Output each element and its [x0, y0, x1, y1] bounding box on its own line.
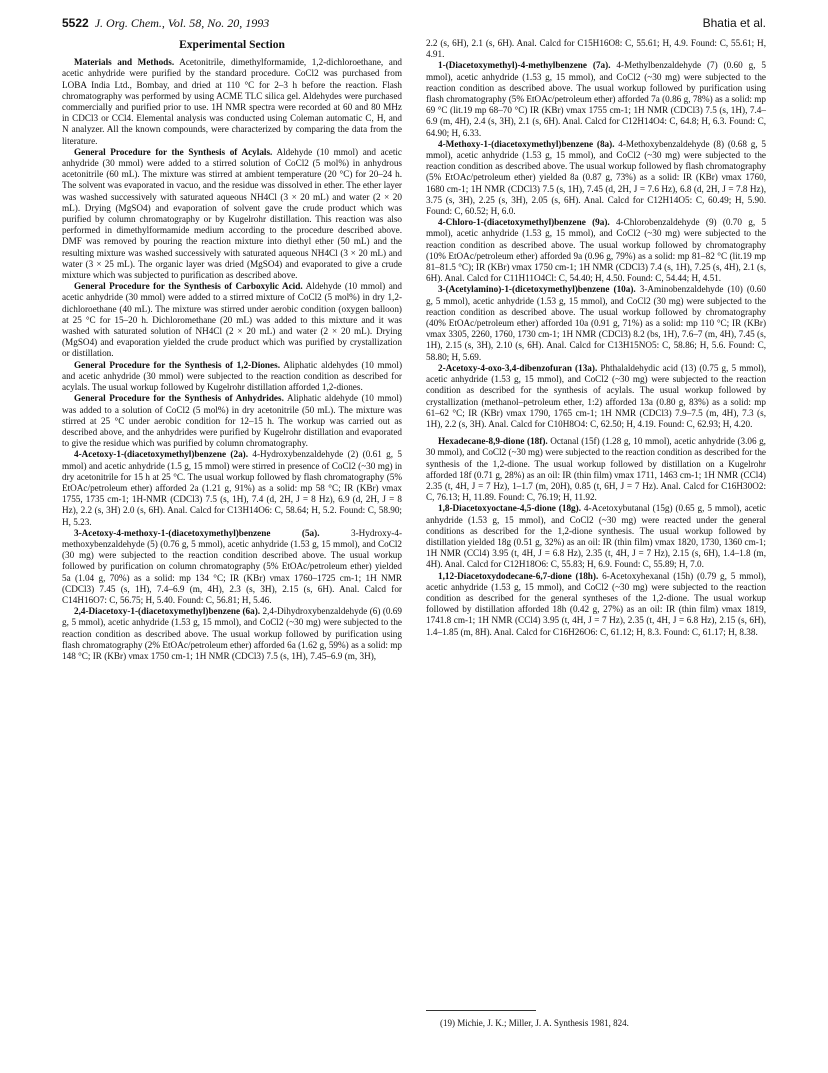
paragraph	[62, 449, 402, 527]
paragraph-body: 6-Acetoxyhexanal (15h) (0.79 g, 5 mmol), acetic anhydride (1.53 g, 15 mmol), and CoCl2 (~30 mg) were subjected to the reaction condition as described for the general syntheses of the 1,2-dione. The usual workup followed by distillation afforded 18h (0.42 g, 27%) as an oil: IR (thin film) νmax 1819, 1741.8 cm-1; 1H NMR (CCl4) 3.95 (t, 4H, J = 7 Hz), 2.35 (t, 4H, J = 6.8 Hz), 2.15 (s, 6H), 1.4–1.85 (m, 8H). Anal. Calcd for C16H26O6: C, 61.12; H, 8.3. Found: C, 61.17; H, 8.38.	[426, 570, 766, 637]
paragraph-heading: Hexadecane-8,9-dione (18f).	[438, 436, 548, 447]
paragraph-body: 2,4-Dihydroxybenzaldehyde (6) (0.69 g, 5 mmol), acetic anhydride (1.53 g, 15 mmol), and CoCl2 (~30 mg) were subjected to the reaction condition as described above. The usual workup followed by purification using flash chromatography (2% EtOAc/petroleum ether) afforded 6a (1.62 g, 59%) as a solid: mp 148 °C; IR (KBr) νmax 1750 cm-1; 1H NMR (CDCl3) 7.5 (s, 1H), 7.45–6.9 (m, 3H),	[62, 606, 402, 661]
paragraph-body: 3-Aminobenzaldehyde (10) (0.60 g, 5 mmol), acetic anhydride (1.53 g, 15 mmol), and CoCl2 (30 mg) were subjected to the reaction condition as described above. The usual workup followed by chromatography (40% EtOAc/petroleum ether) afforded 10a (0.91 g, 71%) as a solid: mp 110 °C; IR (KBr) νmax 3305, 2260, 1760, 1730 cm-1; 1H NMR (CDCl3) 8.2 (bs, 1H), 7.6–7 (m, 4H), 7.45 (s, 1H), 2.15 (s, 3H), 2.10 (s, 6H). Anal. Calcd for C13H15NO5: C, 58.86; H, 5.6. Found: C, 58.80; H, 5.69.	[426, 284, 766, 362]
paragraph	[426, 60, 766, 138]
paragraph-body: Phthalaldehydic acid (13) (0.75 g, 5 mmol), acetic anhydride (1.53 g, 15 mmol), and CoCl2 (~30 mg) were subjected to the reaction condition as described for the synthesis of acylals. The usual workup followed by crystallization (methanol–petroleum ether, 1:2) afforded 13a (0.80 g, 83%) as a solid: mp 61–62 °C; IR (KBr) νmax 1790, 1765 cm-1; 1H NMR (CDCl3) 7.9–7.5 (m, 4H), 7.3 (s, 1H), 2.2 (s, 3H). Anal. Calcd for C10H8O4: C, 62.50; H, 4.19. Found: C, 62.93; H, 4.20.	[426, 362, 766, 429]
paragraph-body: 4-Chlorobenzaldehyde (9) (0.70 g, 5 mmol), acetic anhydride (1.53 g, 15 mmol), and CoCl2 (~30 mg) were subjected to the reaction condition as described above. The usual workup followed by chromatography (10% EtOAc/petroleum ether) afforded 9a (0.96 g, 79%) as a solid: mp 81–82 °C (lit.19 mp 81–81.5 °C); IR (KBr) νmax 1750 cm-1; 1H NMR (CDCl3) 7.4 (s, 1H), 7.25 (s, 4H), 2.1 (s, 6H). Anal. Calcd for C11H11O4Cl: C, 54.40; H, 4.50. Found: C, 54.44; H, 4.51.	[426, 217, 766, 284]
paragraph-body: 3-Hydroxy-4-methoxybenzaldehyde (5) (0.76 g, 5 mmol), acetic anhydride (1.53 g, 15 mmol), and CoCl2 (30 mg) were subjected to the reaction condition described above. The usual workup followed by purification on column chromatography (5% EtOAc/petroleum ether) yielded 5a (1.04 g, 70%) as a solid: mp 134 °C; IR (KBr) νmax 1760–1725 cm-1; 1H NMR (CDCl3) 7.45 (s, 1H), 7.4–6.9 (m, 4H), 2.3 (s, 3H), 2.15 (s, 6H). Anal. Calcd for C14H16O7: C, 56.75; H, 5.40. Found: C, 56.81; H, 5.46.	[62, 527, 402, 605]
paragraph	[62, 360, 402, 394]
paragraph-body: 4-Methylbenzaldehyde (7) (0.60 g, 5 mmol), acetic anhydride (1.53 g, 15 mmol), and CoCl2 (~30 mg) were subjected to the reaction condition as described above. The usual workup followed by purification using flash chromatography (5% EtOAc/petroleum ether) afforded 7a (0.86 g, 78%) as a solid: mp 69 °C (lit.19 mp 68–70 °C) IR (KBr) νmax 1755 cm-1; 1H NMR (CDCl3) 7.5 (s, 1H), 7.4–6.9 (m, 4H), 2.4 (s, 3H), 2.1 (s, 6H). Anal. Calcd for C12H14O4: C, 64.8; H, 6.3. Found: C, 64.90; H, 6.33.	[426, 60, 766, 138]
paragraph	[62, 57, 402, 147]
paragraph-heading: 3-Acetoxy-4-methoxy-1-(diacetoxymethyl)benzene (5a).	[74, 527, 320, 538]
paragraph-body: 4-Methoxybenzaldehyde (8) (0.68 g, 5 mmol), acetic anhydride (1.53 g, 15 mmol), and CoCl2 (~30 mg) were subjected to the reaction condition as described above. The usual workup followed by flash chromatography (5% EtOAc/petroleum ether) yielded 8a (0.87 g, 73%) as a solid: IR (KBr) νmax 1760, 1680 cm-1; 1H NMR (CDCl3) 7.5 (s, 1H), 7.45 (d, 2H, J = 7.6 Hz), 6.8 (d, 2H, J = 7.8 Hz), 3.75 (s, 3H), 2.25 (s, 3H), 2.05 (s, 6H). Anal. Calcd for C12H14O5: C, 60.49; H, 5.90. Found: C, 60.52; H, 6.0.	[426, 138, 766, 217]
paragraph-body: 4-Acetoxybutanal (15g) (0.65 g, 5 mmol), acetic anhydride (1.53 g, 15 mmol), and CoCl2 (~30 mg) were reacted under the general conditions as described for the 1,2-dione synthesis. The usual workup followed by distillation yielded 18g (0.51 g, 32%) as an oil: IR (thin film) νmax 1820, 1730, 1360 cm-1; 1H NMR (CCl4) 3.95 (t, 4H, J = 6.8 Hz), 2.35 (t, 4H, J = 7 Hz), 2.15 (s, 6H), 1.4–1.8 (m, 4H). Anal. Calcd for C12H18O6: C, 55.83; H, 6.9. Found: C, 55.89; H, 7.0.	[426, 503, 766, 570]
paragraph	[426, 38, 766, 60]
paragraph-body: Aliphatic aldehydes (10 mmol) and acetic anhydride (30 mmol) were subjected to the reaction condition as described for acylals. The usual workup followed by Kugelrohr distillation afforded 1,2-diones.	[62, 359, 403, 393]
paragraph	[426, 436, 766, 503]
paragraph-heading: 2-Acetoxy-4-oxo-3,4-dibenzofuran (13a).	[438, 362, 598, 373]
paragraph-heading: 2,4-Diacetoxy-1-(diacetoxymethyl)benzene (6a).	[74, 606, 261, 617]
header-authors: Bhatia et al.	[702, 16, 766, 30]
running-header	[62, 16, 766, 36]
paragraph-heading: Materials and Methods.	[74, 57, 175, 68]
paragraph	[426, 571, 766, 638]
paragraph	[62, 528, 402, 606]
paragraph-body: Aldehyde (10 mmol) and acetic anhydride (30 mmol) were added to a stirred mixture of CoCl2 (5 mol%) in dry 1,2-dichloroethane (40 mL). The mixture was stirred under aerobic condition (oxygen balloon) at 25 °C for 15–20 h. Dichloromethane (20 mL) was added to this mixture and it was washed with saturated solution of NH4Cl (2 × 20 mL) and water (2 × 20 mL). Drying (MgSO4) and evaporation yielded the crude product which was purified by crystallization or distillation.	[62, 281, 402, 359]
paragraph-heading: General Procedure for the Synthesis of Anhydrides.	[74, 393, 284, 404]
left-column	[62, 38, 402, 662]
footnote: (19) Michie, J. K.; Miller, J. A. Synthesis 1981, 824.	[440, 1018, 629, 1028]
right-column	[426, 38, 766, 638]
paragraph-heading: 1,12-Diacetoxydodecane-6,7-dione (18h).	[438, 570, 599, 581]
paragraph-heading: 4-Acetoxy-1-(diacetoxymethyl)benzene (2a).	[74, 449, 249, 460]
paragraph-heading: 1,8-Diacetoxyoctane-4,5-dione (18g).	[438, 503, 581, 514]
paragraph-heading: General Procedure for the Synthesis of Carboxylic Acid.	[74, 281, 303, 292]
footnote-rule	[426, 1010, 536, 1011]
paragraph	[426, 284, 766, 362]
header-left	[62, 16, 269, 31]
page-number: 5522	[62, 16, 89, 30]
paragraph-body: Aliphatic aldehyde (10 mmol) was added to a solution of CoCl2 (5 mol%) in dry acetonitrile (50 mL). The mixture was stirred at 25 °C under aerobic condition for 12–15 h. The workup was carried out as described above, and the anhydrides were purified by Kugelrohr distillation and evaporated to give the residue which was purified by column chromatography.	[62, 393, 402, 449]
paragraph-heading: 1-(Diacetoxymethyl)-4-methylbenzene (7a).	[438, 60, 611, 71]
paragraph-body: Acetonitrile, dimethylformamide, 1,2-dichloroethane, and acetic anhydride were purified by the standard procedure. CoCl2 was purchased from LOBA India Ltd., Bombay, and dried at 110 °C for 2–3 h before the reaction. Flash chromatography was performed by using ACME TLC silica gel. Aldehydes were purchased commercially and purified prior to use. 1H NMR spectra were recorded at 60 and 80 MHz in CDCl3 or CCl4. Elemental analysis was conducted using Coleman automatic C, H, and N analyzer. All the known compounds, were characterized by comparing the data from the literature.	[62, 57, 403, 146]
paragraph	[426, 363, 766, 430]
journal-citation: J. Org. Chem., Vol. 58, No. 20, 1993	[94, 16, 270, 30]
paragraph	[62, 393, 402, 449]
paragraph-body: Aldehyde (10 mmol) and acetic anhydride (30 mmol) were added to a stirred solution of CoCl2 (5 mol%) in anhydrous acetonitrile (60 mL). The mixture was stirred at ambient temperature (20 °C) for 20–24 h. The solvent was evaporated in vacuo, and the residue was dissolved in ether. The ether layer was washed successively with saturated aqueous NH4Cl (3 × 20 mL) and water (2 × 20 mL). Drying (MgSO4) and evaporation of solvent gave the crude product which was purified by column chromatography or by Kugelrohr distillation. This reaction was also performed in dimethylformamide medium according to the procedure described above. DMF was removed by pouring the reaction mixture into diethyl ether (50 mL) and the resulting mixture was washed successively with saturated aqueous NH4Cl (3 × 20 mL) and water (3 × 25 mL). The organic layer was dried (MgSO4) and evaporated to give a crude mixture which was subjected to purification as described above.	[62, 146, 403, 281]
section-title: Experimental Section	[179, 39, 285, 51]
paragraph	[426, 503, 766, 570]
paragraph-heading: 3-(Acetylamino)-1-(dicetoxymethyl)benzene (10a).	[438, 284, 636, 295]
paragraph-body: Octanal (15f) (1.28 g, 10 mmol), acetic anhydride (3.06 g, 30 mmol), and CoCl2 (~30 mg) were subjected to the reaction condition as described for the synthesis of the 1,2-dione. The usual workup followed by distillation on a Kugelrohr afforded 18f (0.71 g, 28%) as an oil: IR (thin film) νmax 1711, 1463 cm-1; 1H NMR (CCl4) 2.35 (t, 4H, J = 7 Hz), 1–1.7 (m, 20H), 0.85 (t, 6H, J = 7 Hz). Anal. Calcd for C16H30O2: C, 76.13; H, 11.89. Found: C, 76.19; H, 11.92.	[426, 436, 766, 503]
paragraph-heading: General Procedure for the Synthesis of 1,2-Diones.	[74, 359, 280, 370]
paragraph-body: 4-Hydroxybenzaldehyde (2) (0.61 g, 5 mmol) and acetic anhydride (1.5 g, 15 mmol) were stirred in presence of CoCl2 (~30 mg) in dry acetonitrile for 15 h at 25 °C. The usual workup followed by flash chromatography (5% EtOAc/petroleum ether) afforded 2a (1.21 g, 91%) as a solid: mp 58 °C; IR (KBr) νmax 1755, 1735 cm-1; 1H-NMR (CDCl3) 7.5 (s, 1H), 7.4 (d, 2H, J = 8 Hz), 6.9 (d, 2H, J = 8 Hz), 2.2 (s, 3H) 2.0 (s, 6H). Anal. Calcd for C13H14O6: C, 58.64; H, 5.2. Found: C, 58.90; H, 5.23.	[62, 449, 402, 527]
paragraph	[426, 217, 766, 284]
paragraph-heading: General Procedure for the Synthesis of Acylals.	[74, 146, 273, 157]
paragraph-body: 2.2 (s, 6H), 2.1 (s, 6H). Anal. Calcd for C15H16O8: C, 55.61; H, 4.9. Found: C, 55.61; H, 4.91.	[426, 38, 766, 60]
paragraph-heading: 4-Methoxy-1-(diacetoxymethyl)benzene (8a).	[438, 138, 615, 149]
paragraph	[62, 147, 402, 281]
paragraph	[426, 139, 766, 217]
paragraph	[62, 281, 402, 359]
paragraph-heading: 4-Chloro-1-(diacetoxymethyl)benzene (9a).	[438, 217, 610, 228]
paragraph	[62, 606, 402, 662]
